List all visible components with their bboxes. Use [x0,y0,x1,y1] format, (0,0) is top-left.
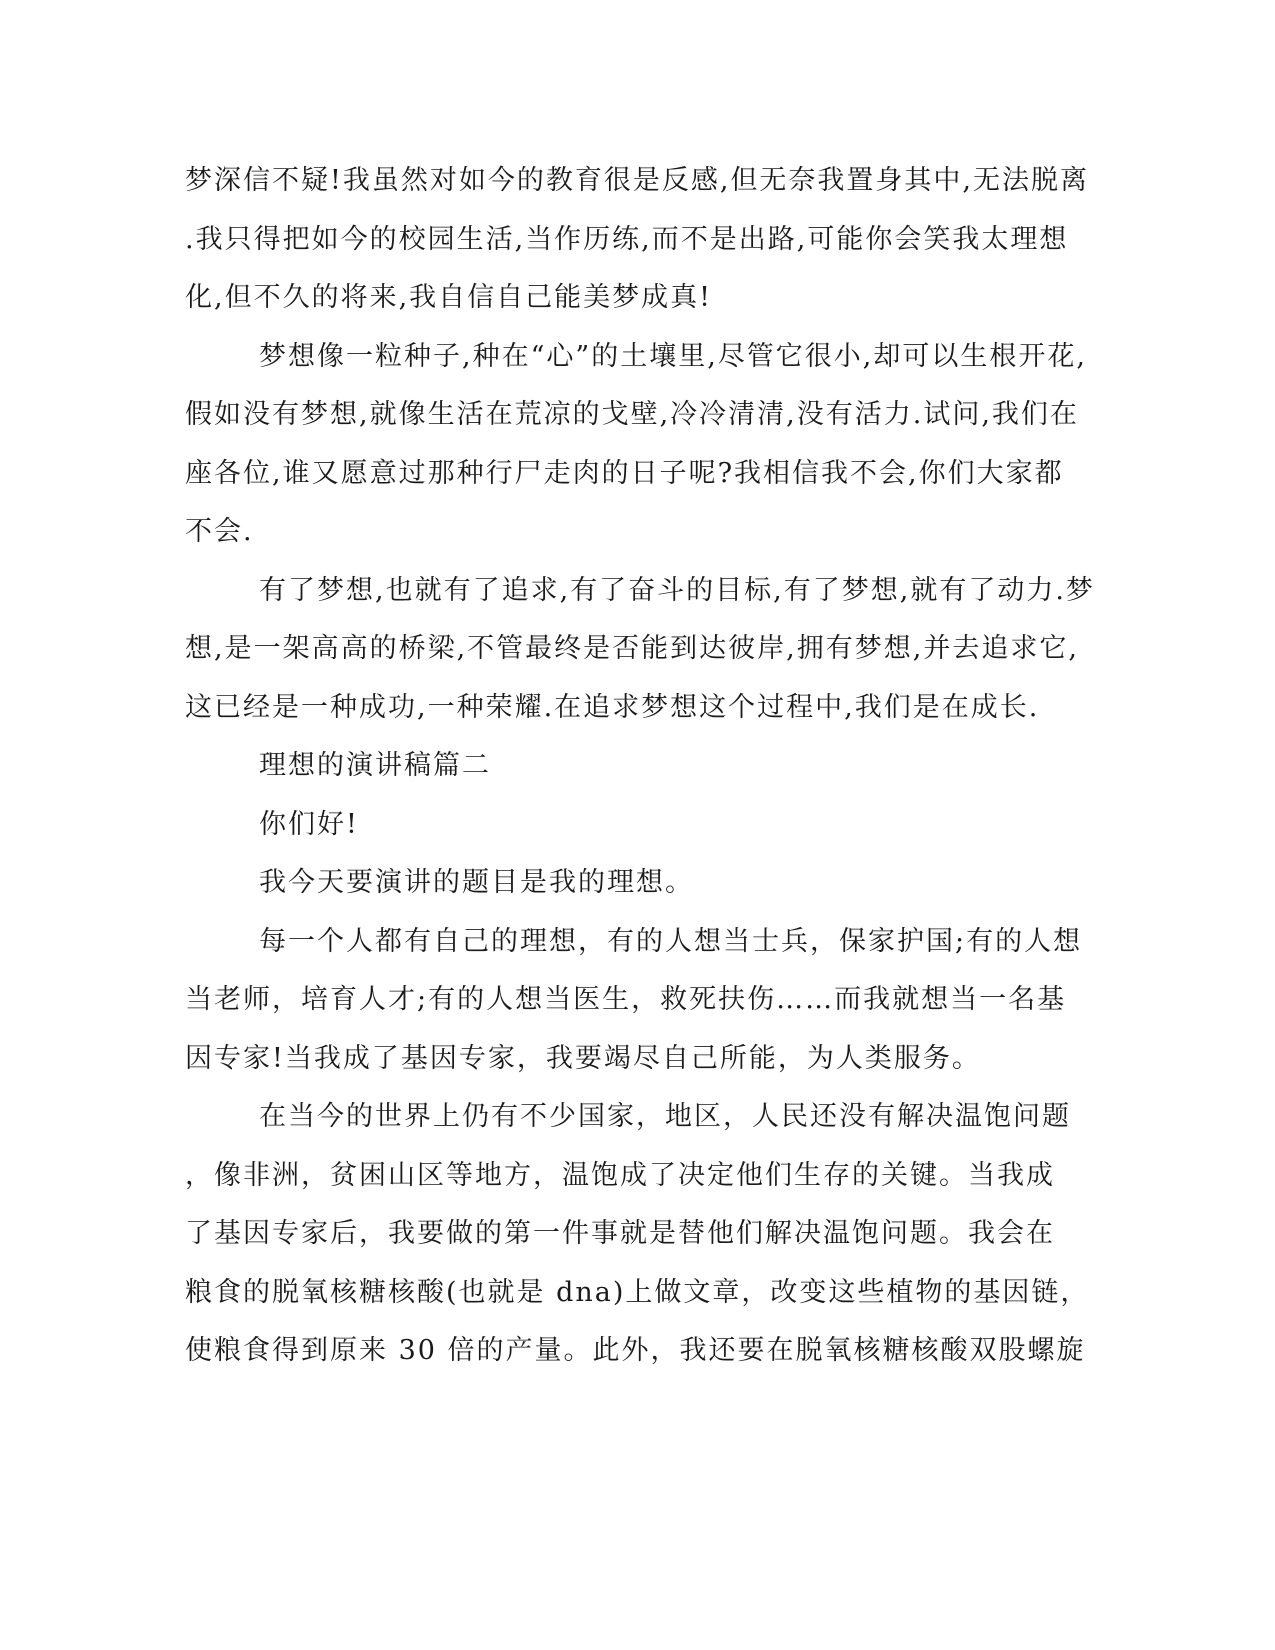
greeting-line: 你们好! [259,808,359,840]
text-line: 想,是一架高高的桥梁,不管最终是否能到达彼岸,拥有梦想,并去追求它, [185,633,1079,664]
text-line: 梦深信不疑!我虽然对如今的教育很是反感,但无奈我置身其中,无法脱离 [185,165,1090,196]
text-line: 当老师，培育人才;有的人想当医生，救死扶伤……而我就想当一名基 [185,984,1067,1015]
text-line: ，像非洲，贫困山区等地方，温饱成了决定他们生存的关键。当我成 [185,1159,1055,1191]
text-line: 了基因专家后，我要做的第一件事就是替他们解决温饱问题。我会在 [185,1218,1055,1249]
text-line: 不会. [185,516,254,547]
text-line: 假如没有梦想,就像生活在荒凉的戈壁,冷冷清清,没有活力.试问,我们在 [185,399,1079,430]
text-line: 化,但不久的将来,我自信自己能美梦成真! [185,282,713,313]
section-heading: 理想的演讲稿篇二 [259,750,491,781]
text-line: 座各位,谁又愿意过那种行尸走肉的日子呢?我相信我不会,你们大家都 [185,457,1064,489]
text-line: 每一个人都有自己的理想，有的人想当士兵，保家护国;有的人想 [259,925,1083,957]
topic-line: 我今天要演讲的题目是我的理想。 [259,867,694,898]
text-line: 粮食的脱氧核糖核酸(也就是 dna)上做文章，改变这些植物的基因链， [185,1276,1090,1308]
body-text [185,152,1095,1381]
text-line: 因专家!当我成了基因专家，我要竭尽自己所能，为人类服务。 [185,1042,981,1074]
text-line: .我只得把如今的校园生活,当作历练,而不是出路,可能你会笑我太理想 [185,223,1069,255]
text-line: 这已经是一种成功,一种荣耀.在追求梦想这个过程中,我们是在成长. [185,691,1040,723]
text-line: 有了梦想,也就有了追求,有了奋斗的目标,有了梦想,就有了动力.梦 [259,574,1095,606]
text-line: 梦想像一粒种子,种在“心”的土壤里,尽管它很小,却可以生根开花, [259,340,1087,372]
text-line: 使粮食得到原来 30 倍的产量。此外，我还要在脱氧核糖核酸双股螺旋 [185,1335,1086,1366]
text-line: 在当今的世界上仍有不少国家，地区，人民还没有解决温饱问题 [259,1101,1071,1132]
